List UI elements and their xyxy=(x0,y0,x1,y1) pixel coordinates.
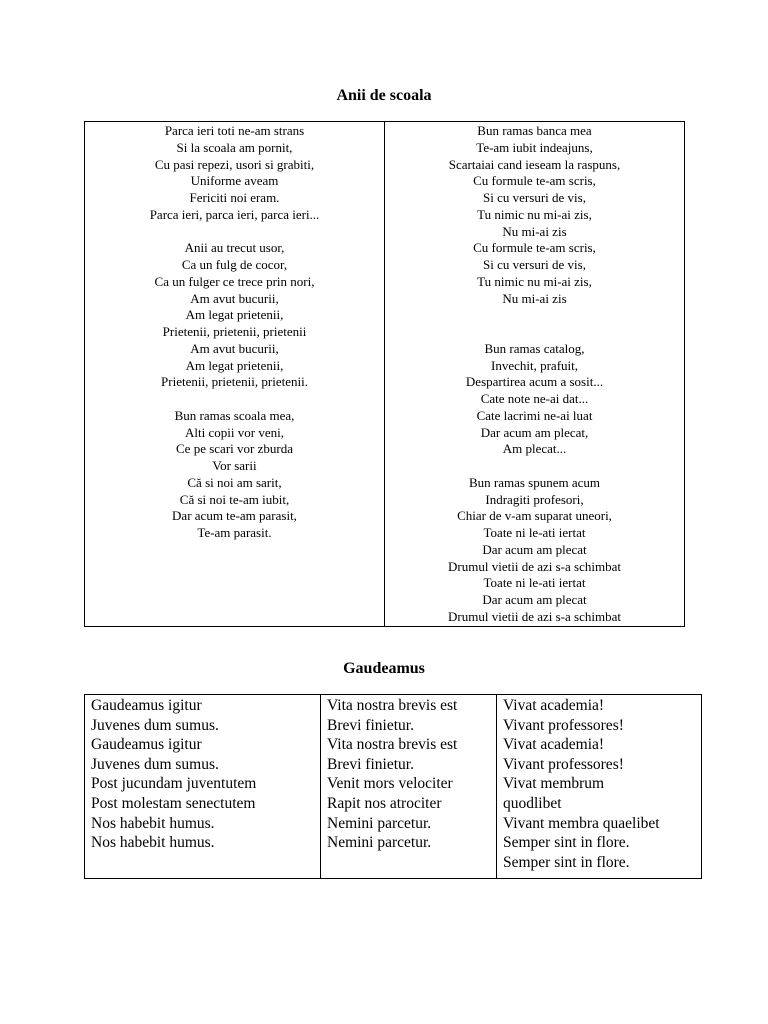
lyric-line: Dar acum am plecat xyxy=(482,592,587,607)
lyric-line: Alti copii vor veni, xyxy=(185,424,284,440)
lyric-line: Bun ramas spunem acum xyxy=(468,474,601,490)
lyric-line: Gaudeamus igitur xyxy=(91,736,202,754)
lyric-line: Ca un fulg de cocor, xyxy=(181,257,288,272)
lyric-line: quodlibet xyxy=(503,794,562,812)
lyrics-column-right xyxy=(385,122,685,627)
lyric-line: Vivant professores! xyxy=(503,755,624,773)
lyric-line: Fericiti noi eram. xyxy=(189,190,280,205)
lyric-line: Am avut bucurii, xyxy=(190,340,279,356)
lyric-line: Si cu versuri de vis, xyxy=(483,190,586,205)
lyric-line: Bun ramas catalog, xyxy=(484,340,585,356)
lyric-line: Vivat membrum xyxy=(503,775,605,793)
lyric-line: Nos habebit humus. xyxy=(91,814,215,832)
lyric-line: Semper sint in flore. xyxy=(503,834,630,852)
lyric-line: Ca un fulger ce trece prin nori, xyxy=(154,273,315,289)
lyrics-table-gaudeamus xyxy=(84,694,702,879)
lyric-line: Vivant membra quaelibet xyxy=(503,814,660,832)
lyric-line: Drumul vietii de azi s-a schimbat xyxy=(448,608,621,624)
lyric-line: Că si noi am sarit, xyxy=(187,474,282,490)
lyrics-lines xyxy=(85,123,384,542)
lyrics-column-left xyxy=(85,122,385,627)
lyrics-lines xyxy=(327,696,490,853)
lyric-line: Că si noi te-am iubit, xyxy=(179,491,290,507)
lyrics-column-3 xyxy=(497,695,702,879)
lyrics-lines xyxy=(91,696,314,853)
lyric-line: Dar acum te-am parasit, xyxy=(172,508,297,524)
lyric-line: Anii au trecut usor, xyxy=(184,240,285,256)
lyric-line: Tu nimic nu mi-ai zis, xyxy=(477,273,592,289)
lyric-line: Brevi finietur. xyxy=(327,716,414,734)
lyric-line: Toate ni le-ati iertat xyxy=(483,575,586,591)
lyrics-table-anii-de-scoala xyxy=(84,121,685,627)
lyric-line: Bun ramas banca mea xyxy=(477,123,592,138)
lyric-line: Uniforme aveam xyxy=(190,173,279,189)
lyric-line: Indragiti profesori, xyxy=(485,491,584,507)
lyric-line: Cu pasi repezi, usori si grabiti, xyxy=(154,156,315,172)
lyric-line: Parca ieri toti ne-am strans xyxy=(164,123,305,138)
lyric-line: Nu mi-ai zis xyxy=(502,290,567,306)
lyric-line: Invechit, prafuit, xyxy=(491,357,578,373)
lyric-line: Vivat academia! xyxy=(503,697,605,714)
lyric-line: Vivat academia! xyxy=(503,736,605,754)
lyric-line: Vivant professores! xyxy=(503,716,624,734)
lyric-line: Prietenii, prietenii, prietenii xyxy=(162,324,307,339)
lyric-line: Am legat prietenii, xyxy=(185,307,284,323)
lyric-line: Semper sint in flore. xyxy=(503,853,630,871)
song-title-anii-de-scoala: Anii de scoala xyxy=(336,87,432,104)
lyrics-lines xyxy=(503,696,695,872)
lyric-line xyxy=(85,224,384,241)
lyric-line: Ce pe scari vor zburda xyxy=(176,441,293,457)
lyrics-lines xyxy=(385,123,684,626)
lyric-line xyxy=(385,324,684,341)
lyric-line: Nu mi-ai zis xyxy=(502,223,567,239)
lyric-line: Juvenes dum sumus. xyxy=(91,755,219,773)
lyric-line: Parca ieri, parca ieri, parca ieri... xyxy=(149,206,320,222)
lyrics-column-1 xyxy=(85,695,321,879)
lyrics-column-2 xyxy=(321,695,497,879)
lyric-line: Si cu versuri de vis, xyxy=(483,257,586,272)
lyric-line: Si la scoala am pornit, xyxy=(176,139,293,155)
lyric-line: Despartirea acum a sosit... xyxy=(465,374,604,390)
lyric-line: Te-am parasit. xyxy=(197,525,272,540)
lyric-line: Am plecat... xyxy=(502,441,567,457)
lyric-line: Bun ramas scoala mea, xyxy=(174,407,295,423)
lyric-line: Rapit nos atrociter xyxy=(327,794,442,812)
lyric-line: Dar acum am plecat, xyxy=(480,424,589,440)
lyric-line: Vita nostra brevis est xyxy=(327,697,458,714)
lyric-line: Nos habebit humus. xyxy=(91,834,215,852)
lyric-line xyxy=(385,307,684,324)
lyric-line: Nemini parcetur. xyxy=(327,834,432,852)
lyric-line: Chiar de v-am suparat uneori, xyxy=(457,508,612,524)
lyric-line: Vita nostra brevis est xyxy=(327,736,458,754)
lyric-line: Te-am iubit indeajuns, xyxy=(476,139,593,155)
lyric-line: Am legat prietenii, xyxy=(185,357,284,373)
lyric-line: Cu formule te-am scris, xyxy=(473,240,596,256)
lyric-line xyxy=(85,391,384,408)
lyric-line: Toate ni le-ati iertat xyxy=(483,525,586,540)
song-title-gaudeamus: Gaudeamus xyxy=(343,660,425,677)
lyric-line xyxy=(385,458,684,475)
lyric-line: Venit mors velociter xyxy=(327,775,453,793)
lyric-line: Drumul vietii de azi s-a schimbat xyxy=(448,558,621,574)
lyric-line: Cate lacrimi ne-ai luat xyxy=(476,407,593,423)
lyric-line: Scartaiai cand ieseam la raspuns, xyxy=(448,156,621,172)
lyric-line: Post molestam senectutem xyxy=(91,794,256,812)
lyric-line: Juvenes dum sumus. xyxy=(91,716,219,734)
lyric-line: Gaudeamus igitur xyxy=(91,697,202,714)
lyric-line: Cu formule te-am scris, xyxy=(473,173,596,189)
lyric-line: Post jucundam juventutem xyxy=(91,775,257,793)
lyric-line: Vor sarii xyxy=(212,458,257,473)
lyric-line: Dar acum am plecat xyxy=(482,541,587,557)
lyric-line: Brevi finietur. xyxy=(327,755,414,773)
lyric-line: Nemini parcetur. xyxy=(327,814,432,832)
lyric-line: Cate note ne-ai dat... xyxy=(480,391,589,406)
lyric-line: Am avut bucurii, xyxy=(190,290,279,306)
lyric-line: Tu nimic nu mi-ai zis, xyxy=(477,206,592,222)
lyric-line: Prietenii, prietenii, prietenii. xyxy=(161,374,308,390)
